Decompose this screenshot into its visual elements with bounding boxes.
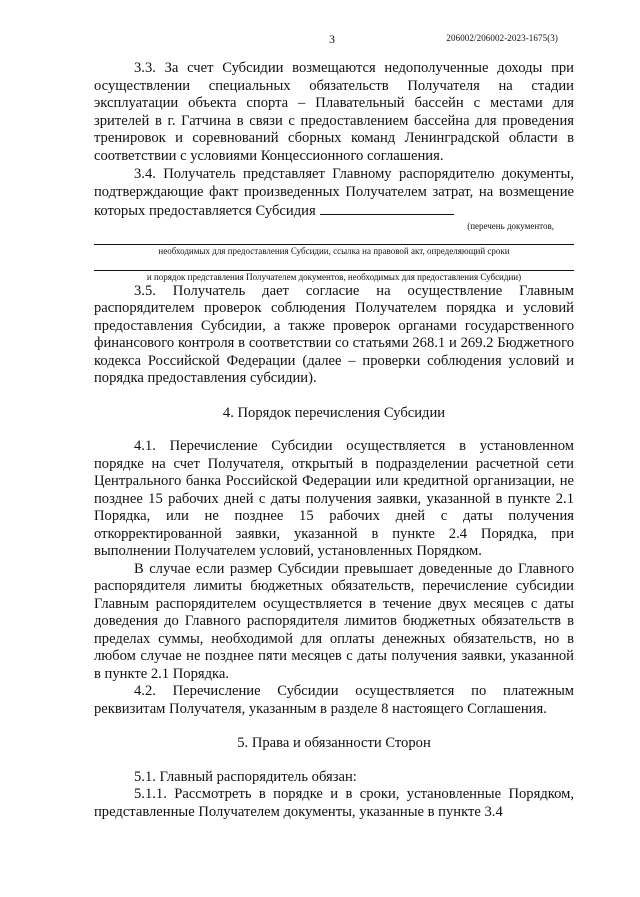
document-id: 206002/206002-2023-1675(3) <box>446 33 558 43</box>
paragraph-4-1: 4.1. Перечисление Субсидии осуществляется в установленном порядке на счет Получателя, открытый в подразделении расчетной сети Центрального банка Российской Федерации или кредитной организации, не позднее 15 рабочих дней с даты получения заявки, указанной в пункте 2.1 Порядка, или не позднее 15 рабочих дней с даты получения откорректированной заявки, указанной в пункте 2.4 Порядка, при выполнении Получателем условий, установленных Порядком. <box>94 438 574 559</box>
fill-line-1 <box>94 232 574 245</box>
paragraph-3-4-text: 3.4. Получатель представляет Главному распорядителю документы, подтверждающие факт произведенных Получателем затрат, на возмещение которых предоставляется Субсидия <box>94 166 574 219</box>
paragraph-5-1-1: 5.1.1. Рассмотреть в порядке и в сроки, установленные Порядком, представленные Получателем документы, указанные в пункте 3.4 <box>94 786 574 820</box>
paragraph-5-1: 5.1. Главный распорядитель обязан: <box>134 768 357 785</box>
fill-line-2 <box>94 257 574 271</box>
documents-fill-line <box>320 201 454 215</box>
paragraph-3-3: 3.3. За счет Субсидии возмещаются недополученные доходы при осуществлении специальных обязательств Получателя на стадии эксплуатации объекта спорта – Плавательный бассейн с местами для зрителей в г. Гатчина в связи с предоставлением бассейна для проведения тренировок и соревнований сборных команд Ленинградской области в соответствии с условиями Концессионного соглашения. <box>94 60 574 164</box>
paragraph-3-4 <box>94 166 574 221</box>
hint-documents-procedure: и порядок представления Получателем документов, необходимых для предоставления Субсидии) <box>146 271 522 282</box>
section-5-heading: 5. Права и обязанности Сторон <box>237 735 431 751</box>
section-4-heading: 4. Порядок перечисления Субсидии <box>222 404 446 421</box>
paragraph-4-1-continuation: В случае если размер Субсидии превышает доведенные до Главного распорядителя лимиты бюджетных обязательств, перечисление субсидии Главным распорядителем осуществляется в течение двух месяцев с даты доведения до Главного распорядителя лимитов бюджетных обязательств в пределах суммы, необходимой для оплаты денежных обязательств, но в любом случае не позднее пяти месяцев с даты получения заявки, указанной в пункте 2.1 Порядка. <box>94 560 574 682</box>
paragraph-3-5: 3.5. Получатель дает согласие на осуществление Главным распорядителем проверок соблюдения Получателем порядка и условий предоставления Субсидии, а также проверок органами государственного финансового контроля в соответствии со статьями 268.1 и 269.2 Бюджетного кодекса Российской Федерации (далее – проверки соблюдения условий и порядка предоставления субсидии). <box>94 282 574 386</box>
hint-documents-required: необходимых для предоставления Субсидии, ссылка на правовой акт, определяющий сроки <box>158 245 510 256</box>
page-number: 3 <box>329 32 335 46</box>
document-body <box>94 60 574 821</box>
paragraph-4-2: 4.2. Перечисление Субсидии осуществляется по платежным реквизитам Получателя, указанным в разделе 8 настоящего Соглашения. <box>94 683 574 717</box>
hint-documents-list: (перечень документов, <box>467 220 554 231</box>
